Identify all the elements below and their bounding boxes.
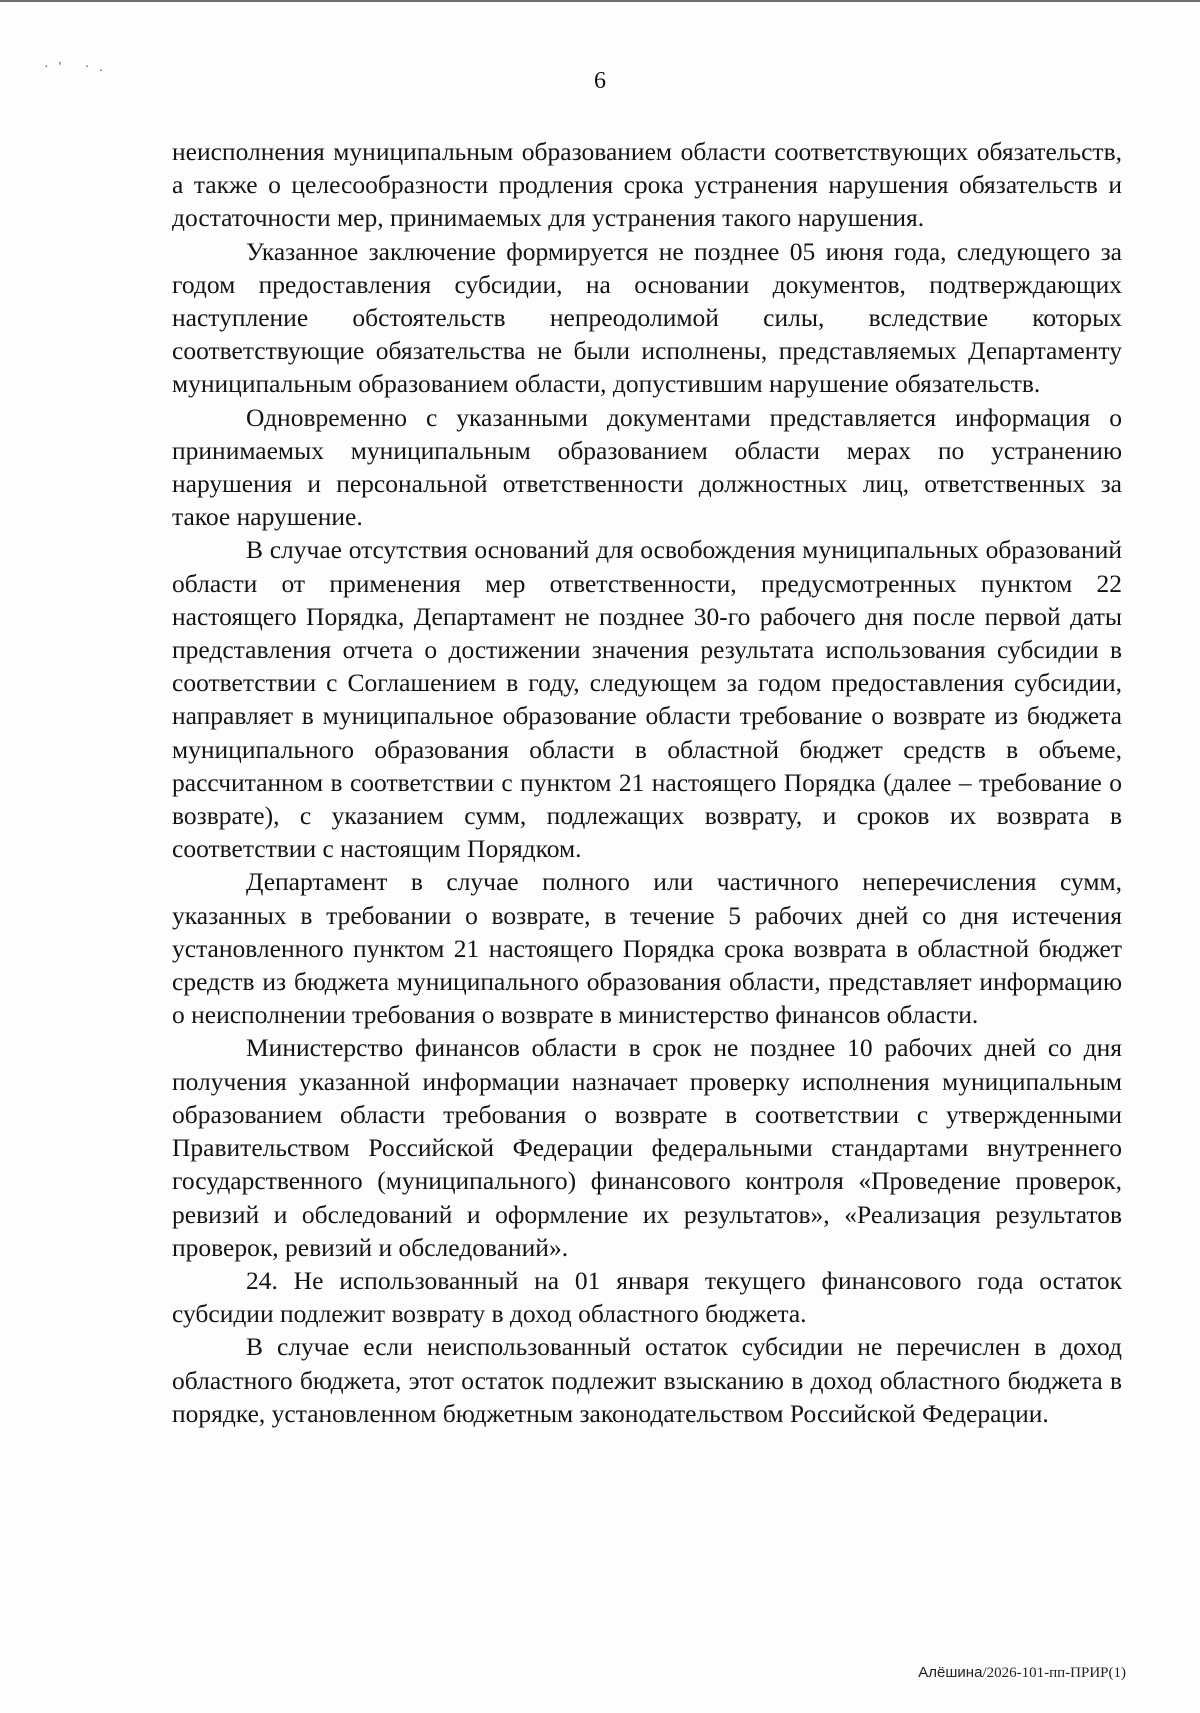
paragraph-item-24: 24. Не использованный на 01 января текущего финансового года остаток субсидии подлежит возврату в доход областного бюджета. [172,1265,1122,1329]
document-registration-code: /2026-101-пп-ПРИР(1) [982,1665,1126,1681]
document-author: Алёшина [918,1664,983,1681]
document-code [918,1664,1126,1682]
scan-specks: ·' ·. [44,60,113,75]
paragraph-continuation: неисполнения муниципальным образованием области соответствующих обязательств, а также о целесообразности продления срока устранения нарушения обязательств и достаточности мер, принимаемых для устранения такого нарушения. [172,137,1122,233]
document-body [172,135,1122,1430]
paragraph: Одновременно с указанными документами представляется информация о принимаемых муниципальным образованием области мерах по устранению нарушения и персональной ответственности должностных лиц, ответственных за такое нарушение. [172,402,1122,532]
paragraph: В случае если неиспользованный остаток субсидии не перечислен в доход областного бюджета, этот остаток подлежит взысканию в доход областного бюджета в порядке, установленном бюджетным законодательством Российской Федерации. [172,1332,1122,1428]
paragraph: Указанное заключение формируется не позднее 05 июня года, следующего за годом предоставления субсидии, на основании документов, подтверждающих наступление обстоятельств непреодолимой силы, вследствие которых соответствующие обязательства не были исполнены, представляемых Департаменту муниципальным образованием области, допустившим нарушение обязательств. [172,236,1122,399]
paragraph: Департамент в случае полного или частичного неперечисления сумм, указанных в требовании о возврате, в течение 5 рабочих дней со дня истечения установленного пунктом 21 настоящего Порядка срока возврата в областной бюджет средств из бюджета муниципального образования области, представляет информацию о неисполнении требования о возврате в министерство финансов области. [172,867,1122,1030]
paragraph: Министерство финансов области в срок не позднее 10 рабочих дней со дня получения указанной информации назначает проверку исполнения муниципальным образованием области требования о возврате в соответствии с утвержденными Правительством Российской Федерации федеральными стандартами внутреннего государственного (муниципального) финансового контроля «Проведение проверок, ревизий и обследований и оформление их результатов», «Реализация результатов проверок, ревизий и обследований». [172,1033,1122,1262]
paragraph: В случае отсутствия оснований для освобождения муниципальных образований области от применения мер ответственности, предусмотренных пунктом 22 настоящего Порядка, Департамент не позднее 30-го рабочего дня после первой даты представления отчета о достижении значения результата использования субсидии в соответствии с Соглашением в году, следующем за годом предоставления субсидии, направляет в муниципальное образование области требование о возврате из бюджета муниципального образования области в областной бюджет средств в объеме, рассчитанном в соответствии с пунктом 21 настоящего Порядка (далее – требование о возврате), с указанием сумм, подлежащих возврату, и сроков их возврата в соответствии с настоящим Порядком. [172,535,1122,864]
page-number: 6 [594,68,606,94]
